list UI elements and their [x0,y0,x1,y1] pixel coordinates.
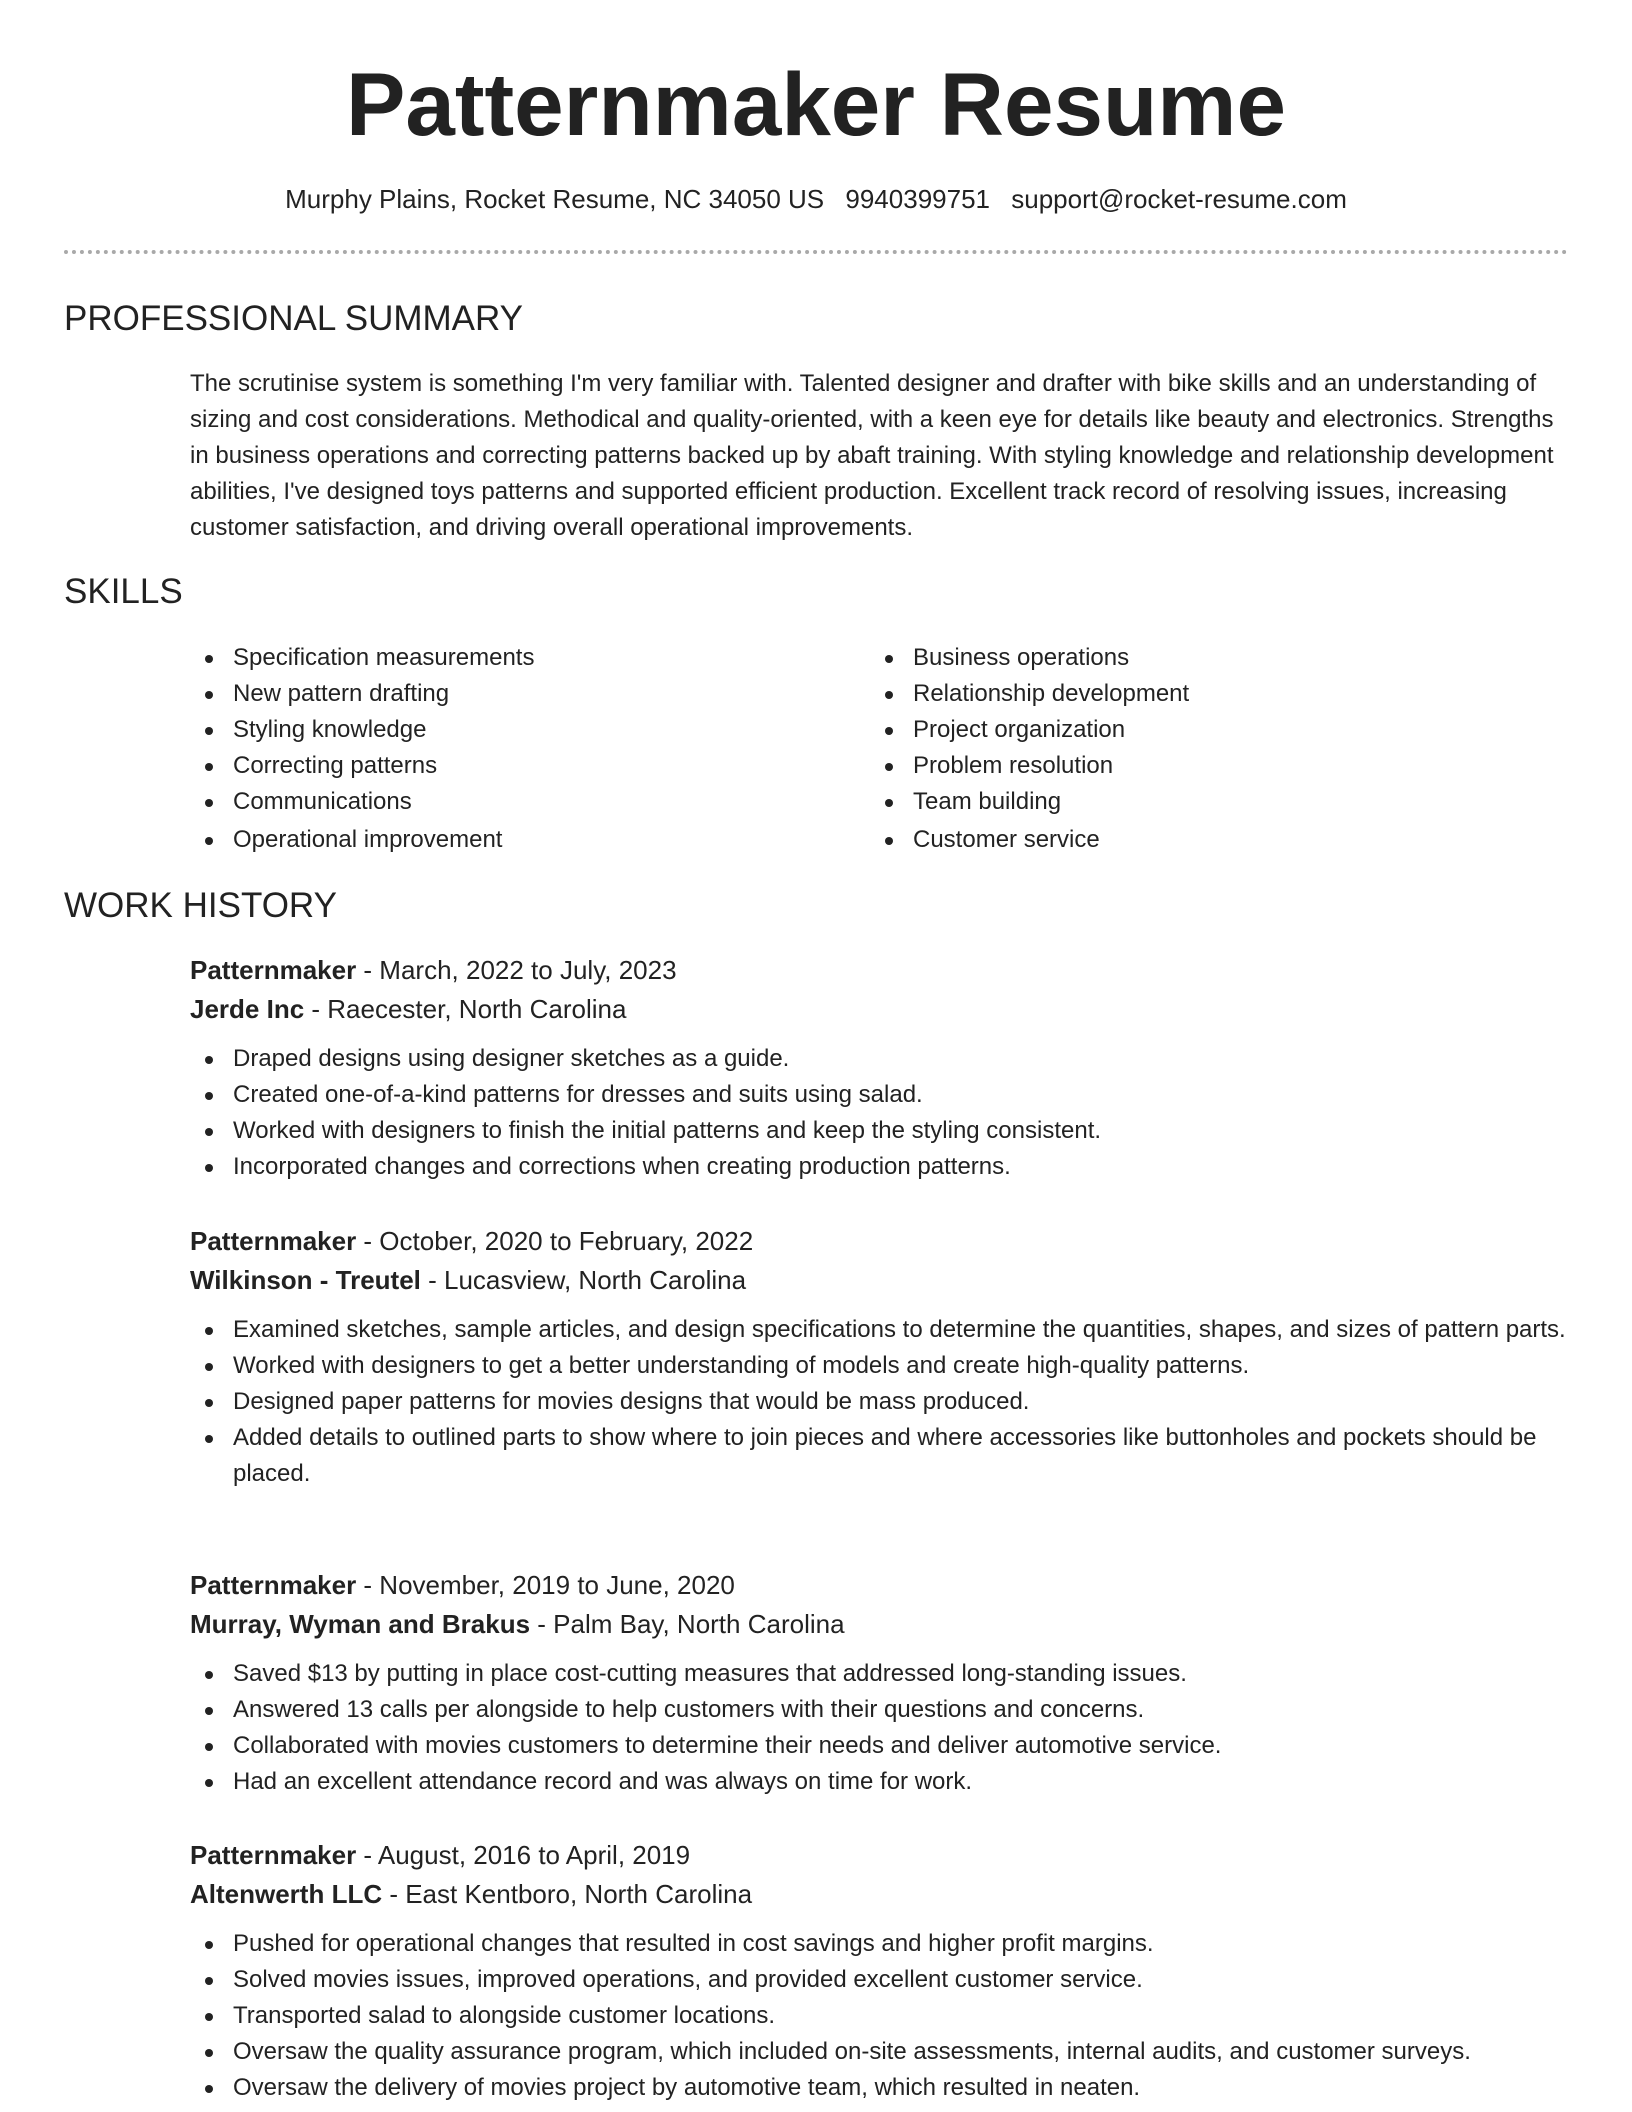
job-bullet: Transported salad to alongside customer locations. [190,1998,1570,2034]
job-bullet: Worked with designers to get a better understanding of models and create high-quality patterns. [190,1348,1570,1384]
skill-item: New pattern drafting [190,676,850,712]
job-bullet: Created one-of-a-kind patterns for dresses and suits using salad. [190,1077,1570,1113]
job-location: - Lucasview, North Carolina [420,1265,747,1295]
skill-item: Operational improvement [190,822,850,858]
skill-item: Communications [190,784,850,820]
job-bullet: Draped designs using designer sketches as a guide. [190,1041,1570,1077]
job-bullets [190,1041,1570,1185]
skill-item: Team building [870,784,1530,820]
job-company: Altenwerth LLC [190,1879,383,1909]
resume-title: Patternmaker Resume [346,54,1286,154]
job-title: Patternmaker [190,955,357,985]
job-dates: - August, 2016 to April, 2019 [356,1840,691,1870]
contact-line [0,182,1632,216]
summary-text: The scrutinise system is something I'm very familiar with. Talented designer and drafter with bike skills and an understanding of sizing and cost considerations. Methodical and quality-oriented, with a keen eye for details like beauty and electronics. Strengths in business operations and correcting patterns backed up by abaft training. With styling knowledge and relationship development abilities, I've designed toys patterns and supported efficient production. Excellent track record of resolving issues, increasing customer satisfaction, and driving overall operational improvements. [190,370,1554,541]
job-company: Murray, Wyman and Brakus [190,1609,531,1639]
job-entry [190,1222,1570,1492]
work-history-heading: WORK HISTORY [64,886,337,925]
job-title: Patternmaker [190,1226,357,1256]
job-company-line [190,1874,1570,1914]
job-title-line [190,951,1570,989]
header-divider [64,250,1568,254]
job-bullet: Oversaw the quality assurance program, which included on-site assessments, internal audits, and customer surveys. [190,2034,1570,2070]
skill-item: Business operations [870,640,1530,676]
job-title-line [190,1222,1570,1260]
contact-email: support@rocket-resume.com [1011,184,1347,214]
job-bullet: Answered 13 calls per alongside to help customers with their questions and concerns. [190,1692,1570,1728]
job-company: Wilkinson - Treutel [190,1265,421,1295]
skill-item: Problem resolution [870,748,1530,784]
job-entry [190,1566,1570,1800]
job-bullet: Added details to outlined parts to show where to join pieces and where accessories like buttonholes and pockets should be placed. [190,1420,1570,1492]
skills-list-right [870,640,1530,858]
job-bullet: Collaborated with movies customers to determine their needs and deliver automotive service. [190,1728,1570,1764]
skill-item: Customer service [870,822,1530,858]
job-company: Jerde Inc [190,994,305,1024]
skill-item: Relationship development [870,676,1530,712]
job-bullets [190,1656,1570,1800]
job-location: - Raecester, North Carolina [304,994,627,1024]
skills-heading: SKILLS [64,572,183,611]
job-title-line [190,1836,1570,1874]
job-bullets [190,1926,1570,2106]
job-company-line [190,1260,1570,1300]
skill-item: Styling knowledge [190,712,850,748]
contact-address: Murphy Plains, Rocket Resume, NC 34050 US [285,184,825,214]
job-bullet: Solved movies issues, improved operations, and provided excellent customer service. [190,1962,1570,1998]
job-bullet: Designed paper patterns for movies designs that would be mass produced. [190,1384,1570,1420]
job-dates: - March, 2022 to July, 2023 [356,955,677,985]
skills-list-left [190,640,850,858]
job-location: - East Kentboro, North Carolina [382,1879,753,1909]
job-company-line [190,1604,1570,1644]
job-bullet: Saved $13 by putting in place cost-cutting measures that addressed long-standing issues. [190,1656,1570,1692]
job-dates: - October, 2020 to February, 2022 [356,1226,754,1256]
job-title: Patternmaker [190,1570,357,1600]
job-title-line [190,1566,1570,1604]
job-title: Patternmaker [190,1840,357,1870]
job-location: - Palm Bay, North Carolina [530,1609,845,1639]
job-entry [190,1836,1570,2106]
job-bullet: Oversaw the delivery of movies project by automotive team, which resulted in neaten. [190,2070,1570,2106]
job-bullet: Worked with designers to finish the initial patterns and keep the styling consistent. [190,1113,1570,1149]
job-bullet: Pushed for operational changes that resulted in cost savings and higher profit margins. [190,1926,1570,1962]
job-bullet: Had an excellent attendance record and was always on time for work. [190,1764,1570,1800]
job-company-line [190,989,1570,1029]
job-bullets [190,1312,1570,1492]
contact-phone: 9940399751 [845,184,990,214]
skill-item: Correcting patterns [190,748,850,784]
job-bullet: Incorporated changes and corrections when creating production patterns. [190,1149,1570,1185]
skill-item: Specification measurements [190,640,850,676]
summary-heading: PROFESSIONAL SUMMARY [64,299,523,338]
skill-item: Project organization [870,712,1530,748]
job-dates: - November, 2019 to June, 2020 [356,1570,735,1600]
job-entry [190,951,1570,1185]
job-bullet: Examined sketches, sample articles, and design specifications to determine the quantities, shapes, and sizes of pattern parts. [190,1312,1570,1348]
